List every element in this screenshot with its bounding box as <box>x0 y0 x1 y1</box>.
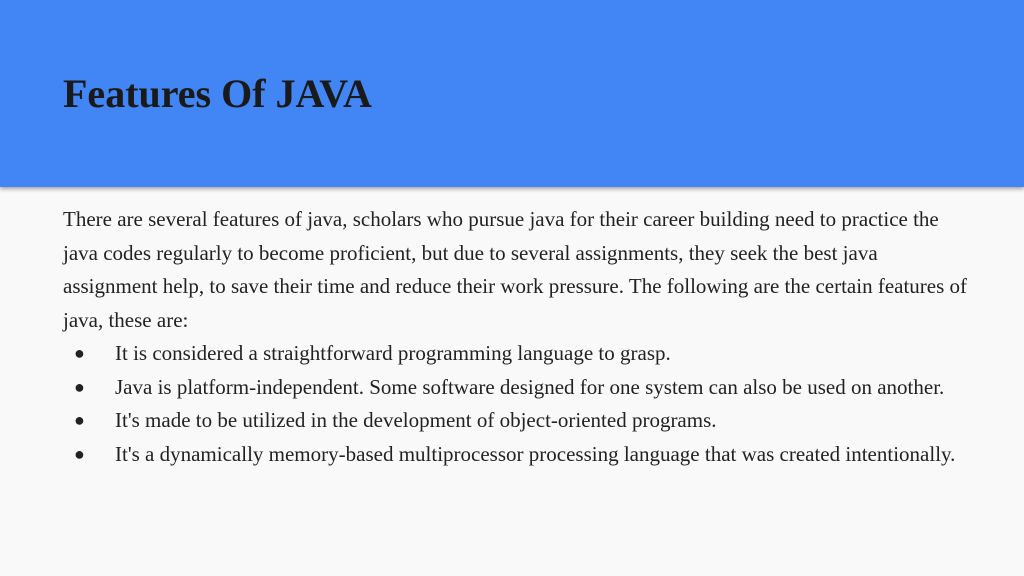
feature-text: It's made to be utilized in the development of object-oriented programs. <box>115 408 717 432</box>
feature-text: Java is platform-independent. Some software designed for one system can also be used on another. <box>115 374 945 399</box>
slide-body <box>63 203 968 471</box>
feature-item <box>63 404 968 438</box>
feature-text: It is considered a straightforward programming language to grasp. <box>115 341 671 365</box>
bullet-icon: ● <box>74 443 85 464</box>
feature-list <box>63 337 968 471</box>
bullet-icon: ● <box>74 410 85 430</box>
feature-item <box>63 371 968 405</box>
feature-item <box>63 438 968 472</box>
feature-text: It's a dynamically memory-based multiprocessor processing language that was created intentionally. <box>115 441 956 466</box>
slide-title: Features Of JAVA <box>63 71 372 116</box>
intro-paragraph: There are several features of java, scholars who pursue java for their career building need to practice the java codes regularly to become proficient, but due to several assignments, they seek the best java assignment help, to save their time and reduce their work pressure. The following are the certain features of java, these are: <box>63 207 968 332</box>
feature-item <box>63 337 968 371</box>
bullet-icon: ● <box>74 343 85 363</box>
bullet-icon: ● <box>74 376 85 397</box>
